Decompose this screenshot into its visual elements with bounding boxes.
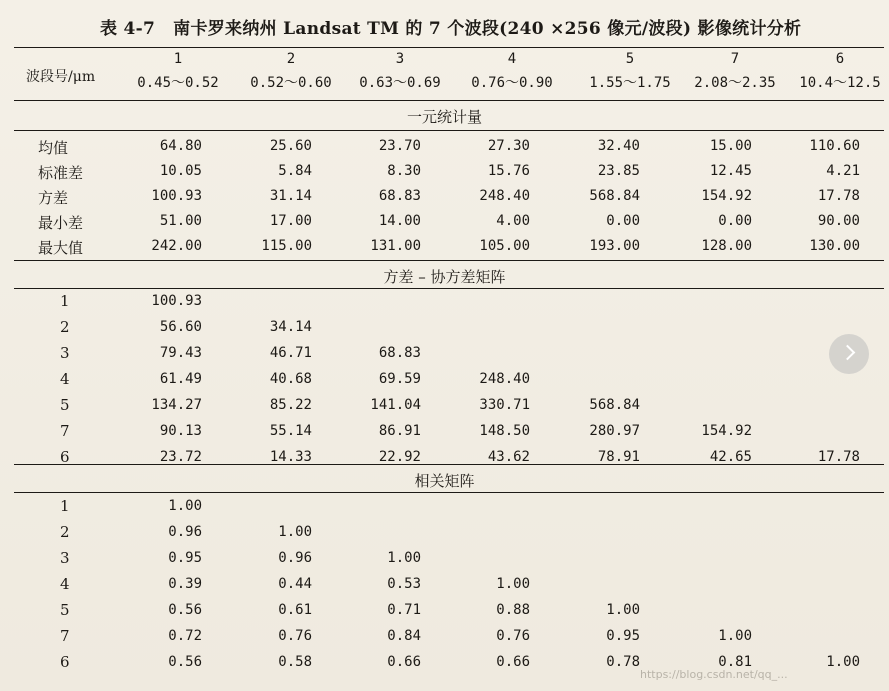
table-cell: 0.53 bbox=[387, 576, 421, 592]
table-cell: 27.30 bbox=[487, 138, 530, 154]
table-title bbox=[100, 14, 880, 39]
correlation-rule-top bbox=[14, 464, 884, 465]
table-cell: 115.00 bbox=[261, 238, 312, 254]
table-cell: 17.00 bbox=[269, 213, 312, 229]
table-cell: 22.92 bbox=[378, 449, 421, 465]
table-cell: 0.76 bbox=[278, 628, 312, 644]
band-number: 4 bbox=[507, 51, 517, 67]
row-label: 6 bbox=[60, 448, 70, 466]
table-cell: 25.60 bbox=[269, 138, 312, 154]
covariance-rule bbox=[14, 288, 884, 289]
table-cell: 17.78 bbox=[817, 188, 860, 204]
table-cell: 31.14 bbox=[269, 188, 312, 204]
table-cell: 0.58 bbox=[278, 654, 312, 670]
table-cell: 0.72 bbox=[168, 628, 202, 644]
table-cell: 0.71 bbox=[387, 602, 421, 618]
table-cell: 55.14 bbox=[269, 423, 312, 439]
band-range: 2.08～2.35 bbox=[694, 75, 776, 91]
table-cell: 17.78 bbox=[817, 449, 860, 465]
row-label: 4 bbox=[60, 575, 70, 593]
row-label: 最大值 bbox=[38, 239, 84, 257]
table-cell: 0.66 bbox=[387, 654, 421, 670]
table-cell: 193.00 bbox=[589, 238, 640, 254]
row-label: 方差 bbox=[38, 189, 69, 207]
table-cell: 40.68 bbox=[269, 371, 312, 387]
header-rule bbox=[14, 100, 884, 101]
table-cell: 14.00 bbox=[378, 213, 421, 229]
table-cell: 69.59 bbox=[378, 371, 421, 387]
table-cell: 130.00 bbox=[809, 238, 860, 254]
table-cell: 10.05 bbox=[159, 163, 202, 179]
table-cell: 1.00 bbox=[606, 602, 640, 618]
row-label: 5 bbox=[60, 601, 70, 619]
table-cell: 90.13 bbox=[159, 423, 202, 439]
table-cell: 1.00 bbox=[826, 654, 860, 670]
table-cell: 12.45 bbox=[709, 163, 752, 179]
table-cell: 128.00 bbox=[701, 238, 752, 254]
table-cell: 4.00 bbox=[496, 213, 530, 229]
table-cell: 0.88 bbox=[496, 602, 530, 618]
band-number: 3 bbox=[395, 51, 405, 67]
row-label: 标准差 bbox=[38, 164, 84, 182]
table-cell: 0.39 bbox=[168, 576, 202, 592]
section-covariance-title: 方差 – 协方差矩阵 bbox=[383, 268, 506, 286]
table-cell: 0.76 bbox=[496, 628, 530, 644]
table-cell: 568.84 bbox=[589, 397, 640, 413]
table-cell: 0.78 bbox=[606, 654, 640, 670]
table-cell: 0.96 bbox=[168, 524, 202, 540]
table-cell: 15.00 bbox=[709, 138, 752, 154]
table-cell: 5.84 bbox=[278, 163, 312, 179]
table-cell: 0.84 bbox=[387, 628, 421, 644]
table-cell: 4.21 bbox=[826, 163, 860, 179]
row-label: 最小差 bbox=[38, 214, 84, 232]
correlation-rule bbox=[14, 492, 884, 493]
table-cell: 0.61 bbox=[278, 602, 312, 618]
table-cell: 0.95 bbox=[168, 550, 202, 566]
top-rule bbox=[14, 47, 884, 48]
band-range: 0.76～0.90 bbox=[471, 75, 553, 91]
table-cell: 0.96 bbox=[278, 550, 312, 566]
table-cell: 0.66 bbox=[496, 654, 530, 670]
table-cell: 1.00 bbox=[278, 524, 312, 540]
header-label: 波段号/μm bbox=[26, 69, 96, 85]
band-range: 0.45～0.52 bbox=[137, 75, 219, 91]
table-cell: 78.91 bbox=[597, 449, 640, 465]
table-cell: 86.91 bbox=[378, 423, 421, 439]
univariate-rule bbox=[14, 130, 884, 131]
watermark: https://blog.csdn.net/qq_... bbox=[640, 668, 788, 681]
table-cell: 110.60 bbox=[809, 138, 860, 154]
row-label: 2 bbox=[60, 318, 70, 336]
table-cell: 0.95 bbox=[606, 628, 640, 644]
table-cell: 34.14 bbox=[269, 319, 312, 335]
table-cell: 23.85 bbox=[597, 163, 640, 179]
table-cell: 330.71 bbox=[479, 397, 530, 413]
table-cell: 248.40 bbox=[479, 188, 530, 204]
row-label: 3 bbox=[60, 549, 70, 567]
table-cell: 154.92 bbox=[701, 423, 752, 439]
band-number: 2 bbox=[286, 51, 296, 67]
row-label: 7 bbox=[60, 627, 70, 645]
table-cell: 105.00 bbox=[479, 238, 530, 254]
table-cell: 568.84 bbox=[589, 188, 640, 204]
section-univariate-title: 一元统计量 bbox=[406, 108, 482, 126]
table-cell: 242.00 bbox=[151, 238, 202, 254]
table-cell: 90.00 bbox=[817, 213, 860, 229]
table-cell: 8.30 bbox=[387, 163, 421, 179]
row-label: 7 bbox=[60, 422, 70, 440]
table-cell: 0.56 bbox=[168, 654, 202, 670]
band-number: 1 bbox=[173, 51, 183, 67]
table-cell: 1.00 bbox=[496, 576, 530, 592]
table-cell: 23.72 bbox=[159, 449, 202, 465]
row-label: 5 bbox=[60, 396, 70, 414]
table-cell: 15.76 bbox=[487, 163, 530, 179]
row-label: 4 bbox=[60, 370, 70, 388]
band-number: 5 bbox=[625, 51, 635, 67]
table-cell: 14.33 bbox=[269, 449, 312, 465]
table-title-text: 南卡罗来纳州 Landsat TM 的 7 个波段(240 ×256 像元/波段) 影像统计分析 bbox=[173, 19, 802, 39]
table-cell: 64.80 bbox=[159, 138, 202, 154]
covariance-rule-top bbox=[14, 260, 884, 261]
row-label: 2 bbox=[60, 523, 70, 541]
section-correlation-title: 相关矩阵 bbox=[414, 472, 475, 490]
table-cell: 42.65 bbox=[709, 449, 752, 465]
table-cell: 61.49 bbox=[159, 371, 202, 387]
table-cell: 85.22 bbox=[269, 397, 312, 413]
table-cell: 1.00 bbox=[168, 498, 202, 514]
table-cell: 248.40 bbox=[479, 371, 530, 387]
table-cell: 280.97 bbox=[589, 423, 640, 439]
table-cell: 154.92 bbox=[701, 188, 752, 204]
band-range: 0.63～0.69 bbox=[359, 75, 441, 91]
band-range: 0.52～0.60 bbox=[250, 75, 332, 91]
band-range: 1.55～1.75 bbox=[589, 75, 671, 91]
table-cell: 56.60 bbox=[159, 319, 202, 335]
table-cell: 1.00 bbox=[718, 628, 752, 644]
table-cell: 46.71 bbox=[269, 345, 312, 361]
table-cell: 131.00 bbox=[370, 238, 421, 254]
row-label: 1 bbox=[60, 292, 70, 310]
row-label: 1 bbox=[60, 497, 70, 515]
row-label: 6 bbox=[60, 653, 70, 671]
table-number: 表 4-7 bbox=[100, 19, 156, 39]
table-cell: 0.81 bbox=[718, 654, 752, 670]
table-cell: 23.70 bbox=[378, 138, 421, 154]
table-cell: 134.27 bbox=[151, 397, 202, 413]
table-cell: 148.50 bbox=[479, 423, 530, 439]
table-cell: 43.62 bbox=[487, 449, 530, 465]
table-cell: 141.04 bbox=[370, 397, 421, 413]
table-cell: 68.83 bbox=[378, 345, 421, 361]
table-cell: 0.56 bbox=[168, 602, 202, 618]
table-cell: 79.43 bbox=[159, 345, 202, 361]
table-cell: 100.93 bbox=[151, 188, 202, 204]
band-range: 10.4～12.5 bbox=[799, 75, 881, 91]
table-cell: 0.00 bbox=[606, 213, 640, 229]
table-cell: 51.00 bbox=[159, 213, 202, 229]
table-cell: 1.00 bbox=[387, 550, 421, 566]
table-cell: 0.00 bbox=[718, 213, 752, 229]
table-cell: 68.83 bbox=[378, 188, 421, 204]
band-number: 7 bbox=[730, 51, 740, 67]
row-label: 均值 bbox=[38, 139, 69, 157]
next-page-arrow-icon[interactable] bbox=[829, 334, 869, 374]
table-cell: 100.93 bbox=[151, 293, 202, 309]
row-label: 3 bbox=[60, 344, 70, 362]
table-cell: 0.44 bbox=[278, 576, 312, 592]
table-cell: 32.40 bbox=[597, 138, 640, 154]
band-number: 6 bbox=[835, 51, 845, 67]
